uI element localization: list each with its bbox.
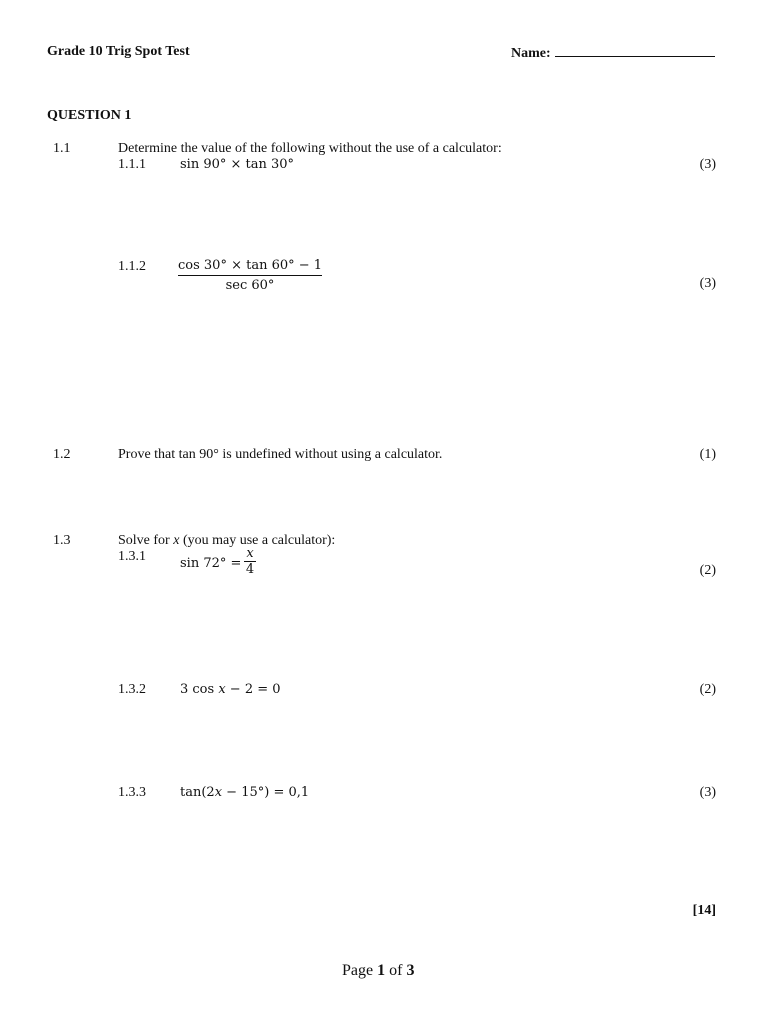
name-field[interactable] [511, 44, 715, 62]
q1-2-text: Prove that tan 90° is undefined without using a calculator. [118, 447, 443, 462]
test-title: Grade 10 Trig Spot Test [47, 44, 190, 59]
page-word: Page [342, 962, 374, 979]
q1-3-3-equation [180, 785, 309, 800]
q1-3-1-fraction [244, 546, 256, 577]
q1-3-3-number: 1.3.3 [118, 785, 146, 800]
q1-3-2-marks: (2) [699, 682, 716, 697]
fraction-bar [178, 275, 322, 276]
q1-3-variable: x [173, 533, 180, 548]
q1-3-1-number: 1.3.1 [118, 549, 146, 564]
q1-1-2-fraction [178, 258, 322, 293]
q1-1-2-marks: (3) [699, 276, 716, 291]
q1-1-1-expression: sin 90° × tan 30° [180, 157, 295, 172]
page-footer [342, 962, 414, 980]
q1-2-number: 1.2 [53, 447, 71, 462]
q1-1-2-number: 1.1.2 [118, 259, 146, 274]
q1-1-2-numerator: cos 30° × tan 60° − 1 [178, 258, 323, 273]
q1-1-number: 1.1 [53, 141, 71, 156]
page-total: 3 [406, 962, 415, 979]
q1-3-1-lhs: sin 72° = [180, 556, 242, 571]
q1-3-1-denominator: 4 [245, 562, 255, 577]
q1-2-marks: (1) [699, 447, 716, 462]
name-label: Name: [511, 46, 551, 61]
question-heading: QUESTION 1 [47, 108, 132, 123]
q1-3-3-variable: x [214, 785, 223, 800]
q1-3-2-expr-post: − 2 = 0 [225, 682, 281, 697]
name-blank-line[interactable] [555, 44, 715, 57]
q1-3-1-numerator: x [246, 546, 254, 561]
q1-3-text-pre: Solve for [118, 533, 174, 548]
q1-1-2-denominator: sec 60° [225, 278, 275, 293]
q1-3-2-expr-pre: 3 cos [180, 682, 219, 697]
q1-3-1-marks: (2) [699, 563, 716, 578]
of-word: of [389, 962, 403, 979]
q1-3-text-post: (you may use a calculator): [179, 533, 336, 548]
q1-3-3-marks: (3) [699, 785, 716, 800]
q1-1-instruction: Determine the value of the following without the use of a calculator: [118, 141, 502, 156]
q1-1-1-number: 1.1.1 [118, 157, 146, 172]
q1-3-2-number: 1.3.2 [118, 682, 146, 697]
q1-3-instruction [118, 533, 335, 549]
q1-3-2-equation [180, 682, 281, 697]
q1-3-2-variable: x [218, 682, 226, 697]
q1-3-number: 1.3 [53, 533, 71, 548]
q1-3-3-expr-pre: tan(2 [180, 785, 215, 800]
q1-1-1-marks: (3) [699, 157, 716, 172]
question-total-marks: [14] [692, 903, 716, 918]
page-number: 1 [377, 962, 386, 979]
q1-3-3-expr-post: − 15°) = 0,1 [222, 785, 310, 800]
